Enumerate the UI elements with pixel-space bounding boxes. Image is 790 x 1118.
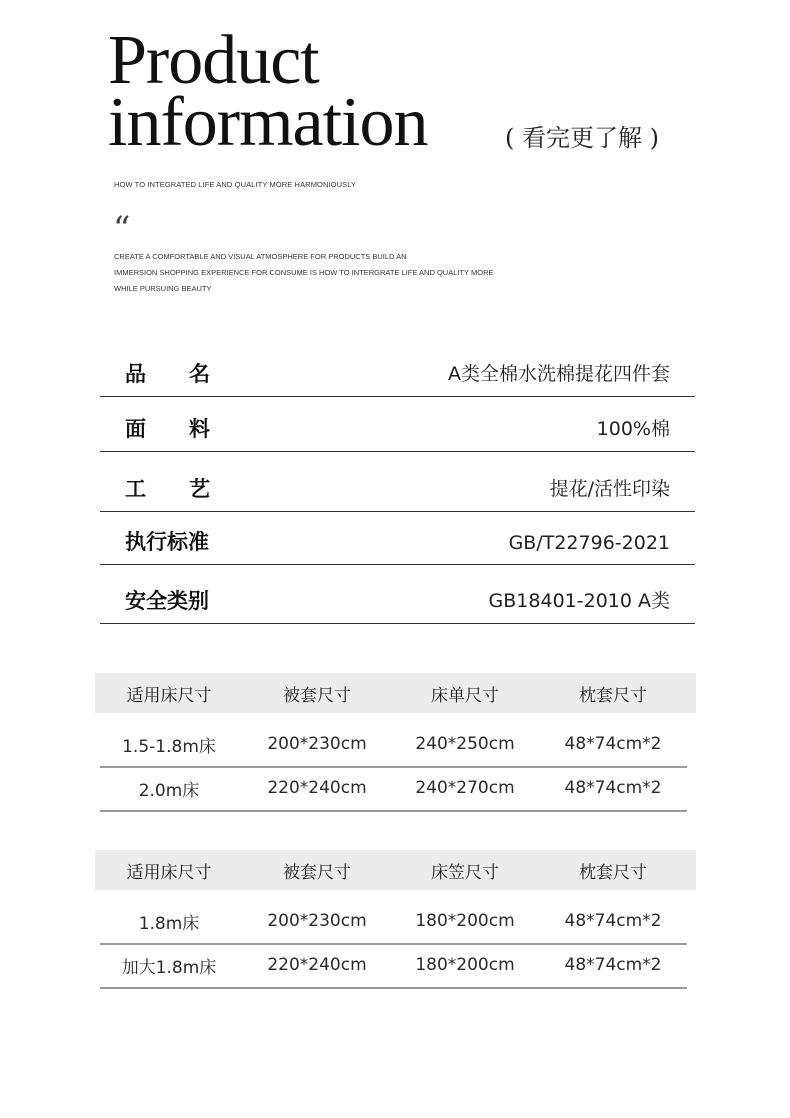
table-cell: 48*74cm*2 bbox=[564, 778, 662, 798]
table-cell: 200*230cm bbox=[267, 734, 367, 754]
spec-value: 提花/活性印染 bbox=[549, 478, 670, 500]
header-cell: 床单尺寸 bbox=[431, 685, 499, 706]
description-line: IMMERSION SHOPPING EXPERIENCE FOR CONSUME IS HOW TO INTERGRATE LIFE AND QUALITY MORE bbox=[114, 268, 494, 277]
table-cell: 240*270cm bbox=[415, 778, 515, 798]
title-line-product: Product bbox=[108, 22, 319, 99]
spec-row-standard bbox=[100, 512, 695, 565]
description bbox=[114, 249, 514, 297]
spec-label: 面料 bbox=[125, 417, 253, 441]
header-cell: 被套尺寸 bbox=[283, 862, 351, 883]
table-cell: 220*240cm bbox=[267, 955, 367, 975]
page-title bbox=[108, 22, 428, 161]
header-cell: 枕套尺寸 bbox=[579, 685, 647, 706]
table-cell: 加大1.8m床 bbox=[121, 957, 217, 978]
table-cell: 48*74cm*2 bbox=[564, 734, 662, 754]
size-table-header bbox=[95, 850, 696, 890]
table-cell: 1.5-1.8m床 bbox=[122, 736, 216, 757]
spec-row-safety bbox=[100, 565, 695, 624]
size-table-fitted bbox=[95, 850, 696, 987]
header-cell: 被套尺寸 bbox=[283, 685, 351, 706]
size-table-sheet bbox=[95, 673, 696, 810]
table-cell: 2.0m床 bbox=[138, 780, 200, 801]
size-table-header bbox=[95, 673, 696, 713]
header-cell: 床笠尺寸 bbox=[431, 862, 499, 883]
table-row bbox=[95, 766, 696, 810]
row-divider bbox=[100, 810, 687, 812]
spec-label: 品名 bbox=[125, 362, 253, 386]
quote-mark-icon: “ bbox=[113, 209, 131, 249]
table-cell: 48*74cm*2 bbox=[564, 911, 662, 931]
spec-row-product-name bbox=[100, 344, 695, 397]
spec-label: 安全类别 bbox=[125, 589, 209, 613]
table-cell: 1.8m床 bbox=[138, 913, 200, 934]
spec-value: GB18401-2010 A类 bbox=[488, 590, 670, 612]
description-line: WHILE PURSUING BEAUTY bbox=[114, 284, 212, 293]
table-cell: 200*230cm bbox=[267, 911, 367, 931]
table-row bbox=[95, 899, 696, 943]
spec-row-fabric bbox=[100, 397, 695, 452]
table-cell: 180*200cm bbox=[415, 911, 515, 931]
spec-row-craft bbox=[100, 452, 695, 512]
spec-value: 100%棉 bbox=[596, 418, 670, 440]
header-cell: 适用床尺寸 bbox=[126, 685, 212, 706]
table-cell: 48*74cm*2 bbox=[564, 955, 662, 975]
spec-label: 工艺 bbox=[125, 477, 253, 501]
table-cell: 220*240cm bbox=[267, 778, 367, 798]
row-divider bbox=[100, 987, 687, 989]
read-more-note: ( 看完更了解 ) bbox=[505, 124, 659, 152]
table-cell: 240*250cm bbox=[415, 734, 515, 754]
product-spec-table bbox=[100, 344, 695, 624]
spec-value: A类全棉水洗棉提花四件套 bbox=[448, 363, 670, 385]
header-cell: 枕套尺寸 bbox=[579, 862, 647, 883]
spec-label: 执行标准 bbox=[125, 530, 209, 554]
spec-value: GB/T22796-2021 bbox=[508, 532, 670, 554]
header-cell: 适用床尺寸 bbox=[126, 862, 212, 883]
table-row bbox=[95, 943, 696, 987]
tagline: HOW TO INTEGRATED LIFE AND QUALITY MORE HARMONIOUSLY bbox=[114, 180, 357, 189]
description-line: CREATE A COMFORTABLE AND VISUAL ATMOSPHERE FOR PRODUCTS BUILD AN bbox=[114, 252, 407, 261]
table-cell: 180*200cm bbox=[415, 955, 515, 975]
table-row bbox=[95, 722, 696, 766]
title-line-information: information bbox=[108, 84, 428, 161]
